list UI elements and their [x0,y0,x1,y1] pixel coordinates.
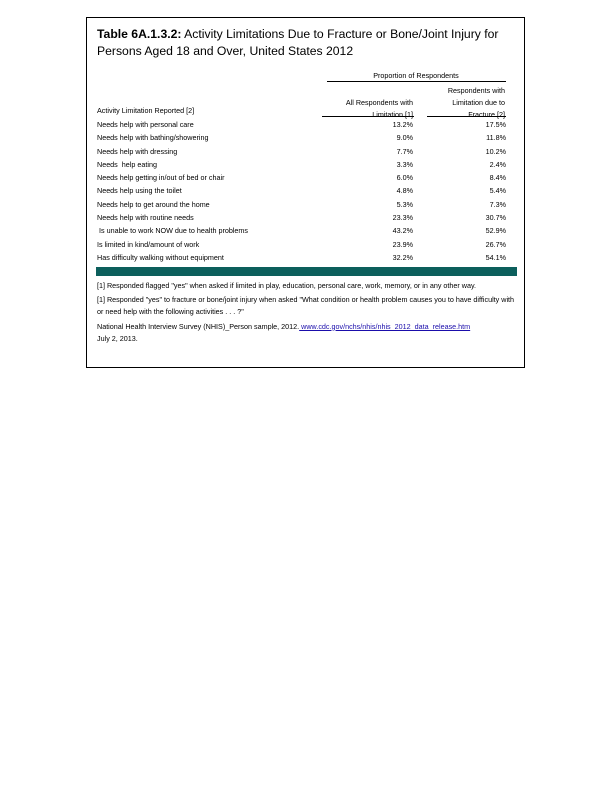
row-value-fracture: 11.8% [486,133,506,143]
row-value-all: 9.0% [396,133,413,143]
table-row [97,118,506,131]
row-label: Needs help getting in/out of bed or chair [97,173,225,183]
footnotes [97,280,517,345]
row-value-all: 6.0% [396,173,413,183]
source-link[interactable]: www.cdc.gov/nchs/nhis/nhis_2012_data_release.htm [299,321,471,331]
row-label: Needs help with dressing [97,146,178,156]
column-header-activity: Activity Limitation Reported [2] [97,106,195,115]
column-header-all-line1: All Respondents with [345,98,413,107]
table-row [97,211,506,224]
table-row [97,171,506,184]
row-label: Is limited in kind/amount of work [97,239,200,249]
row-value-all: 32.2% [392,252,413,262]
source-note [97,321,517,333]
row-value-fracture: 7.3% [489,199,506,209]
row-value-all: 4.8% [396,186,413,196]
row-value-fracture: 10.2% [485,146,506,156]
row-value-all: 3.3% [396,159,413,169]
column-header-all-line2: Limitation [1] [372,110,413,119]
column-header-fracture-line3: Fracture [2] [468,110,505,119]
row-value-fracture: 5.4% [489,186,506,196]
table-number: Table 6A.1.3.2: [97,27,182,41]
table-row [97,198,506,211]
row-value-fracture: 8.4% [489,173,506,183]
row-value-all: 5.3% [396,199,413,209]
row-value-fracture: 17.5% [485,120,506,129]
row-label: Needs help using the toilet [97,186,182,196]
row-label: Has difficulty walking without equipment [97,252,224,262]
date-note: July 2, 2013. [97,333,138,343]
table-row [97,184,506,197]
row-label: Needs help with personal care [97,120,194,129]
row-value-fracture: 2.4% [489,159,506,169]
table-row [97,131,506,144]
table-frame [86,17,525,368]
row-value-all: 7.7% [396,146,413,156]
row-value-fracture: 52.9% [485,226,506,236]
source-text: National Health Interview Survey (NHIS)_Person sample, 2012. [97,321,300,331]
row-label: Needs help to get around the home [97,199,210,209]
row-label: Is unable to work NOW due to health problems [97,226,249,236]
row-value-all: 23.3% [392,213,413,223]
row-value-fracture: 26.7% [485,239,506,249]
column-header-fracture-rule [427,116,506,117]
table-row [97,158,506,171]
row-value-all: 13.2% [392,120,413,129]
row-label: Needs help with bathing/showering [97,133,209,143]
row-label: Needs help with routine needs [97,213,194,223]
table-title-text: Activity Limitations Due to Fracture or Bone/Joint Injury for Persons Aged 18 and Over, United States 2012 [97,27,499,58]
footnote-2: [1] Responded "yes" to fracture or bone/joint injury when asked "What condition or health problem causes you to have difficulty with or need help with the following activities . . . ?" [97,295,515,317]
table-body [97,118,506,264]
table-footer-band [96,267,517,276]
column-header-fracture-line2: Limitation due to [452,98,505,107]
table-row [97,238,506,251]
row-value-fracture: 54.1% [485,252,506,262]
column-header-all-rule [322,116,414,117]
table-row [97,145,506,158]
row-value-fracture: 30.7% [485,213,506,223]
row-value-all: 23.9% [392,239,413,249]
row-value-all: 43.2% [392,226,413,236]
table-title [97,26,517,60]
column-header-fracture-line1: Respondents with [447,86,505,95]
row-label: Needs help eating [97,159,157,169]
group-header-rule [327,81,506,82]
group-header: Proportion of Respondents [373,71,459,80]
table-row [97,224,506,237]
table-row [97,251,506,264]
footnote-1: [1] Responded flagged "yes" when asked if limited in play, education, personal care, work, memory, or in any other way. [97,281,477,290]
